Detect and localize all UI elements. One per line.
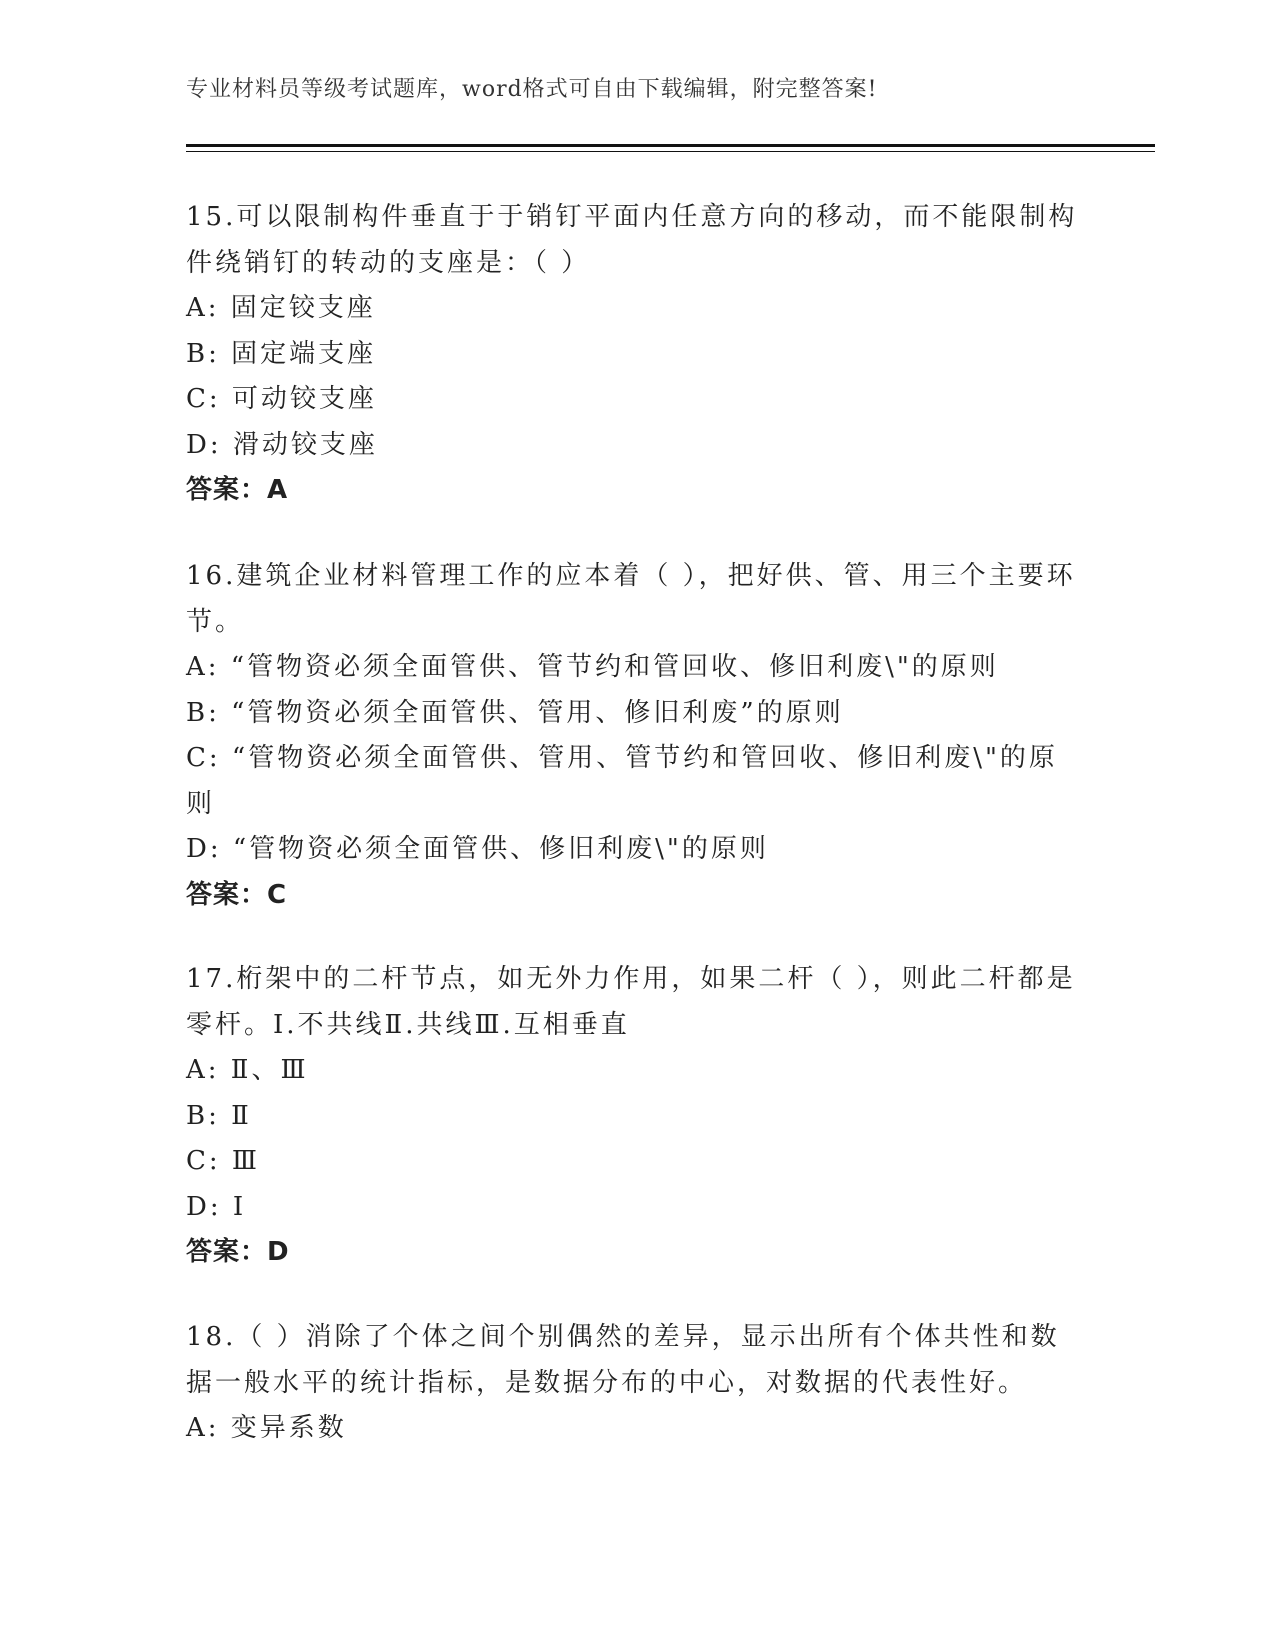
option-d: D: “管物资必须全面管供、修旧利废\"的原则 [186, 834, 769, 864]
option-b: B: Ⅱ [186, 1100, 252, 1131]
option-b: B: 固定端支座 [186, 338, 377, 369]
option-a: A: 变异系数 [186, 1413, 347, 1443]
option-a: A: 固定铰支座 [186, 293, 376, 323]
page-header: 专业材料员等级考试题库，word格式可自由下载编辑，附完整答案! [186, 77, 878, 102]
header-divider-thick [186, 144, 1155, 147]
question-stem: 17.桁架中的二杆节点，如无外力作用，如果二杆（ ），则此二杆都是零杆。I.不共线Ⅱ.共线Ⅲ.互相垂直 [186, 964, 1076, 1040]
question-stem: 16.建筑企业材料管理工作的应本着（ ），把好供、管、用三个主要环节。 [186, 561, 1076, 637]
option-b: B: “管物资必须全面管供、管用、修旧利废”的原则 [186, 697, 844, 728]
question-17 [186, 957, 1086, 1276]
header-divider-thin [186, 151, 1155, 152]
question-16 [186, 554, 1086, 918]
question-15 [186, 195, 1086, 514]
question-stem: 15.可以限制构件垂直于于销钉平面内任意方向的移动，而不能限制构件绕销钉的转动的支座是：（ ） [186, 202, 1078, 278]
option-a: A: Ⅱ、Ⅲ [186, 1055, 309, 1085]
option-c: C: Ⅲ [186, 1146, 260, 1176]
option-d: D: Ⅰ [186, 1191, 247, 1222]
option-a: A: “管物资必须全面管供、管节约和管回收、修旧利废\"的原则 [186, 652, 999, 682]
answer: 答案：A [186, 475, 289, 505]
question-stem: 18.（ ）消除了个体之间个别偶然的差异，显示出所有个体共性和数据一般水平的统计指标，是数据分布的中心，对数据的代表性好。 [186, 1322, 1060, 1398]
question-18 [186, 1315, 1086, 1452]
option-d: D: 滑动铰支座 [186, 429, 378, 460]
answer: 答案：D [186, 1237, 290, 1267]
option-c: C: “管物资必须全面管供、管用、管节约和管回收、修旧利废\"的原则 [186, 743, 1058, 819]
option-c: C: 可动铰支座 [186, 384, 377, 414]
answer: 答案：C [186, 879, 288, 910]
